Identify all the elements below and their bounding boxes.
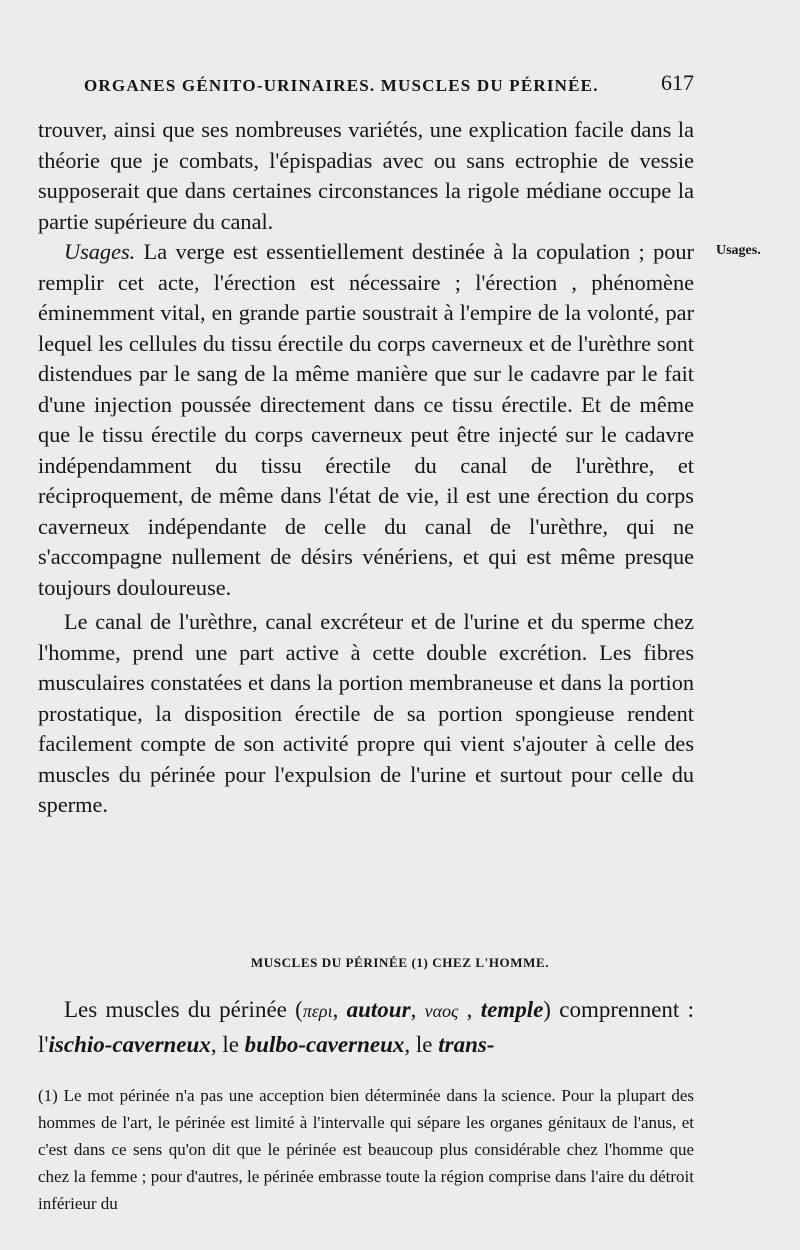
italic-word: autour: [346, 997, 411, 1022]
paragraph-usages: [38, 237, 694, 603]
text-run: ,: [410, 997, 425, 1022]
usages-lead: Usages.: [64, 239, 136, 264]
text-run: ,: [458, 997, 481, 1022]
italic-word: temple: [480, 997, 544, 1022]
running-header: [84, 70, 694, 96]
text-run: , le: [210, 1032, 245, 1057]
italic-word: trans-: [438, 1032, 495, 1057]
section-heading: MUSCLES DU PÉRINÉE (1) CHEZ L'HOMME.: [250, 955, 550, 970]
text-run: , le: [404, 1032, 439, 1057]
paragraph: Le canal de l'urèthre, canal excréteur et de l'urine et du sperme chez l'homme, prend une part active à cette double excrétion. Les fibres musculaires constatées et dans la portion membraneuse et dans la portion prostatique, la disposition érectile de sa portion spongieuse rendent facilement compte de son activité propre qui vient s'ajouter à celle des muscles du périnée pour l'expulsion de l'urine et surtout pour celle du sperme.: [38, 609, 694, 817]
paragraph: trouver, ainsi que ses nombreuses variétés, une explication facile dans la théorie que je combats, l'épispadias avec ou sans ectrophie de vessie supposerait que dans certaines circonstances la rigole médiane occupe la partie supérieure du canal.: [38, 117, 694, 234]
text-run: ,: [332, 997, 347, 1022]
text-run: Les muscles du périnée (: [64, 997, 303, 1022]
greek-word: ναος: [424, 1001, 459, 1021]
margin-note: Usages.: [716, 243, 761, 258]
text-run: ) comprennent : l': [38, 997, 694, 1057]
muscles-paragraph: [38, 993, 694, 1061]
footnote-text: (1) Le mot périnée n'a pas une acception bien déterminée dans la science. Pour la plupart des hommes de l'art, le périnée est limité à l'intervalle qui sépare les organes génitaux de l'anus, et c'est dans ce sens qu'on dit que le périnée est beaucoup plus considérable chez l'homme que chez la femme ; pour d'autres, le périnée embrasse toute la région comprise dans l'aire du détroit inférieur du: [38, 1086, 694, 1213]
italic-word: ischio-caverneux: [48, 1032, 211, 1057]
greek-word: περι: [302, 1001, 333, 1021]
footnote: [38, 1082, 694, 1217]
usages-text: La verge est essentiellement destinée à la copulation ; pour remplir cet acte, l'érection est nécessaire ; l'érection , phénomène éminemment vital, en grande partie soustrait à l'empire de la volonté, par lequel les cellules du tissu érectile du corps caverneux et de l'urèthre sont distendues par le sang de la même manière que sur le cadavre par le fait d'une injection poussée directement dans ce tissu érectile. Et de même que le tissu érectile du corps caverneux peut être injecté sur le cadavre indépendamment du tissu érectile du canal de l'urèthre, et réciproquement, de même dans l'état de vie, il est une érection du corps caverneux indépendante de celle du canal de l'urèthre, qui ne s'accompagne nullement de désirs vénériens, et qui est même presque toujours douloureuse.: [38, 239, 694, 600]
italic-word: bulbo-caverneux: [244, 1032, 405, 1057]
main-text: [38, 115, 694, 821]
running-title: ORGANES GÉNITO-URINAIRES. MUSCLES DU PÉRINÉE.: [84, 76, 599, 95]
page-number: 617: [661, 70, 694, 95]
